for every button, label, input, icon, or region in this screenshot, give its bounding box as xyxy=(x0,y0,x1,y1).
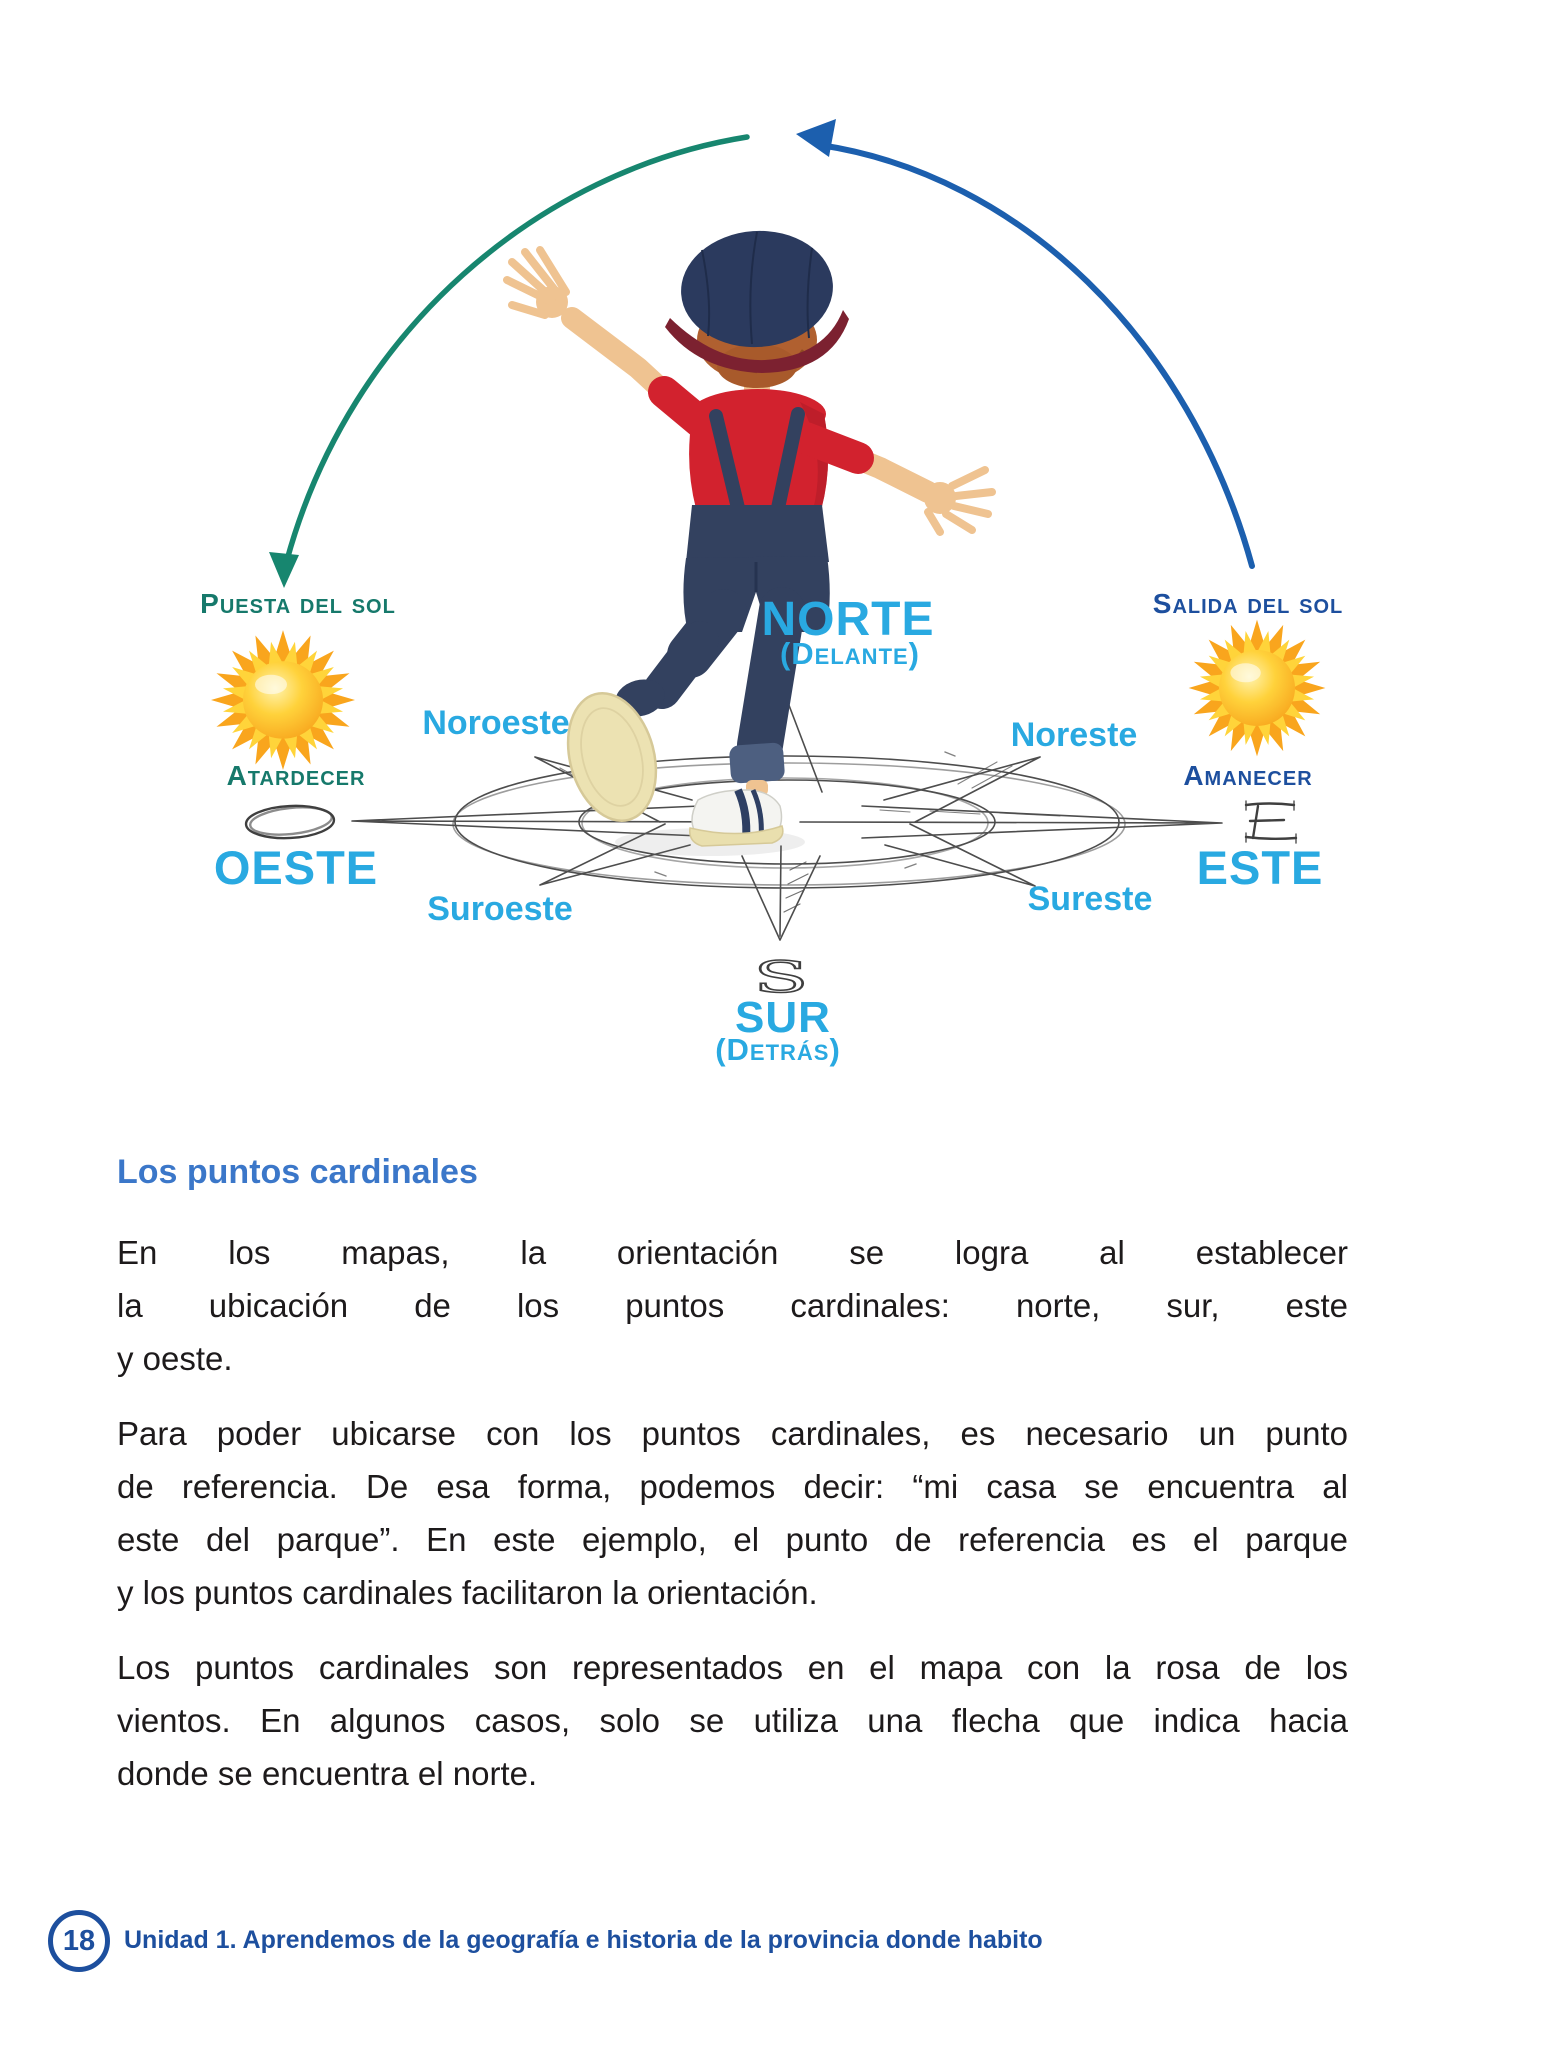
paragraph-line: Los puntos cardinales son representados en el mapa con la rosa de los xyxy=(117,1649,1348,1686)
paragraph-line: la ubicación de los puntos cardinales: norte, sur, este xyxy=(117,1287,1348,1324)
label-north: NORTE xyxy=(761,593,935,646)
sun-path-arrow-west xyxy=(269,137,747,588)
sun-path-arrow-east xyxy=(796,119,1252,566)
label-sunset-sub: Atardecer xyxy=(226,760,366,791)
page-number-badge xyxy=(48,1910,110,1972)
paragraph-line: Para poder ubicarse con los puntos cardinales, es necesario un punto xyxy=(117,1415,1348,1452)
label-east: ESTE xyxy=(1196,841,1324,894)
sunrise-sun-icon xyxy=(1189,620,1326,757)
sketched-east-letter xyxy=(1246,801,1296,843)
paragraph-line: este del parque”. En este ejemplo, el punto de referencia es el parque xyxy=(117,1521,1348,1558)
label-sunrise-sub: Amanecer xyxy=(1183,760,1313,791)
section-heading: Los puntos cardinales xyxy=(117,1153,478,1191)
label-sunset-title: Puesta del sol xyxy=(200,588,396,619)
unit-title: Unidad 1. Aprendemos de la geografía e historia de la provincia donde habito xyxy=(124,1926,1043,1954)
paragraph-line: donde se encuentra el norte. xyxy=(117,1755,538,1792)
label-northwest: Noroeste xyxy=(422,704,570,742)
paragraph-line: y oeste. xyxy=(117,1340,233,1377)
label-sunrise-title: Salida del sol xyxy=(1152,588,1344,619)
paragraph xyxy=(117,1407,1348,1619)
page-number: 18 xyxy=(62,1924,96,1957)
sunset-sun-icon xyxy=(211,630,355,770)
page-footer xyxy=(0,1904,1564,1984)
label-north-sub: (Delante) xyxy=(779,636,921,671)
sketched-west-letter xyxy=(245,804,335,841)
paragraph xyxy=(117,1641,1348,1800)
paragraph xyxy=(117,1226,1348,1385)
label-south: SUR xyxy=(735,993,831,1042)
label-south-sub: (Detrás) xyxy=(715,1032,841,1067)
label-west: OESTE xyxy=(213,841,379,894)
sketched-south-letter: S xyxy=(753,952,809,1003)
paragraphs xyxy=(117,1226,1348,1800)
label-southeast: Sureste xyxy=(1027,880,1153,918)
label-northeast: Noreste xyxy=(1010,716,1138,754)
paragraph-line: de referencia. De esa forma, podemos decir: “mi casa se encuentra al xyxy=(117,1468,1348,1505)
paragraph-line: vientos. En algunos casos, solo se utiliza una flecha que indica hacia xyxy=(117,1702,1348,1739)
body-content xyxy=(117,1150,1348,1822)
paragraph-line: y los puntos cardinales facilitaron la orientación. xyxy=(117,1574,818,1611)
paragraph-line: En los mapas, la orientación se logra al establecer xyxy=(117,1234,1348,1271)
label-southwest: Suroeste xyxy=(427,890,573,928)
